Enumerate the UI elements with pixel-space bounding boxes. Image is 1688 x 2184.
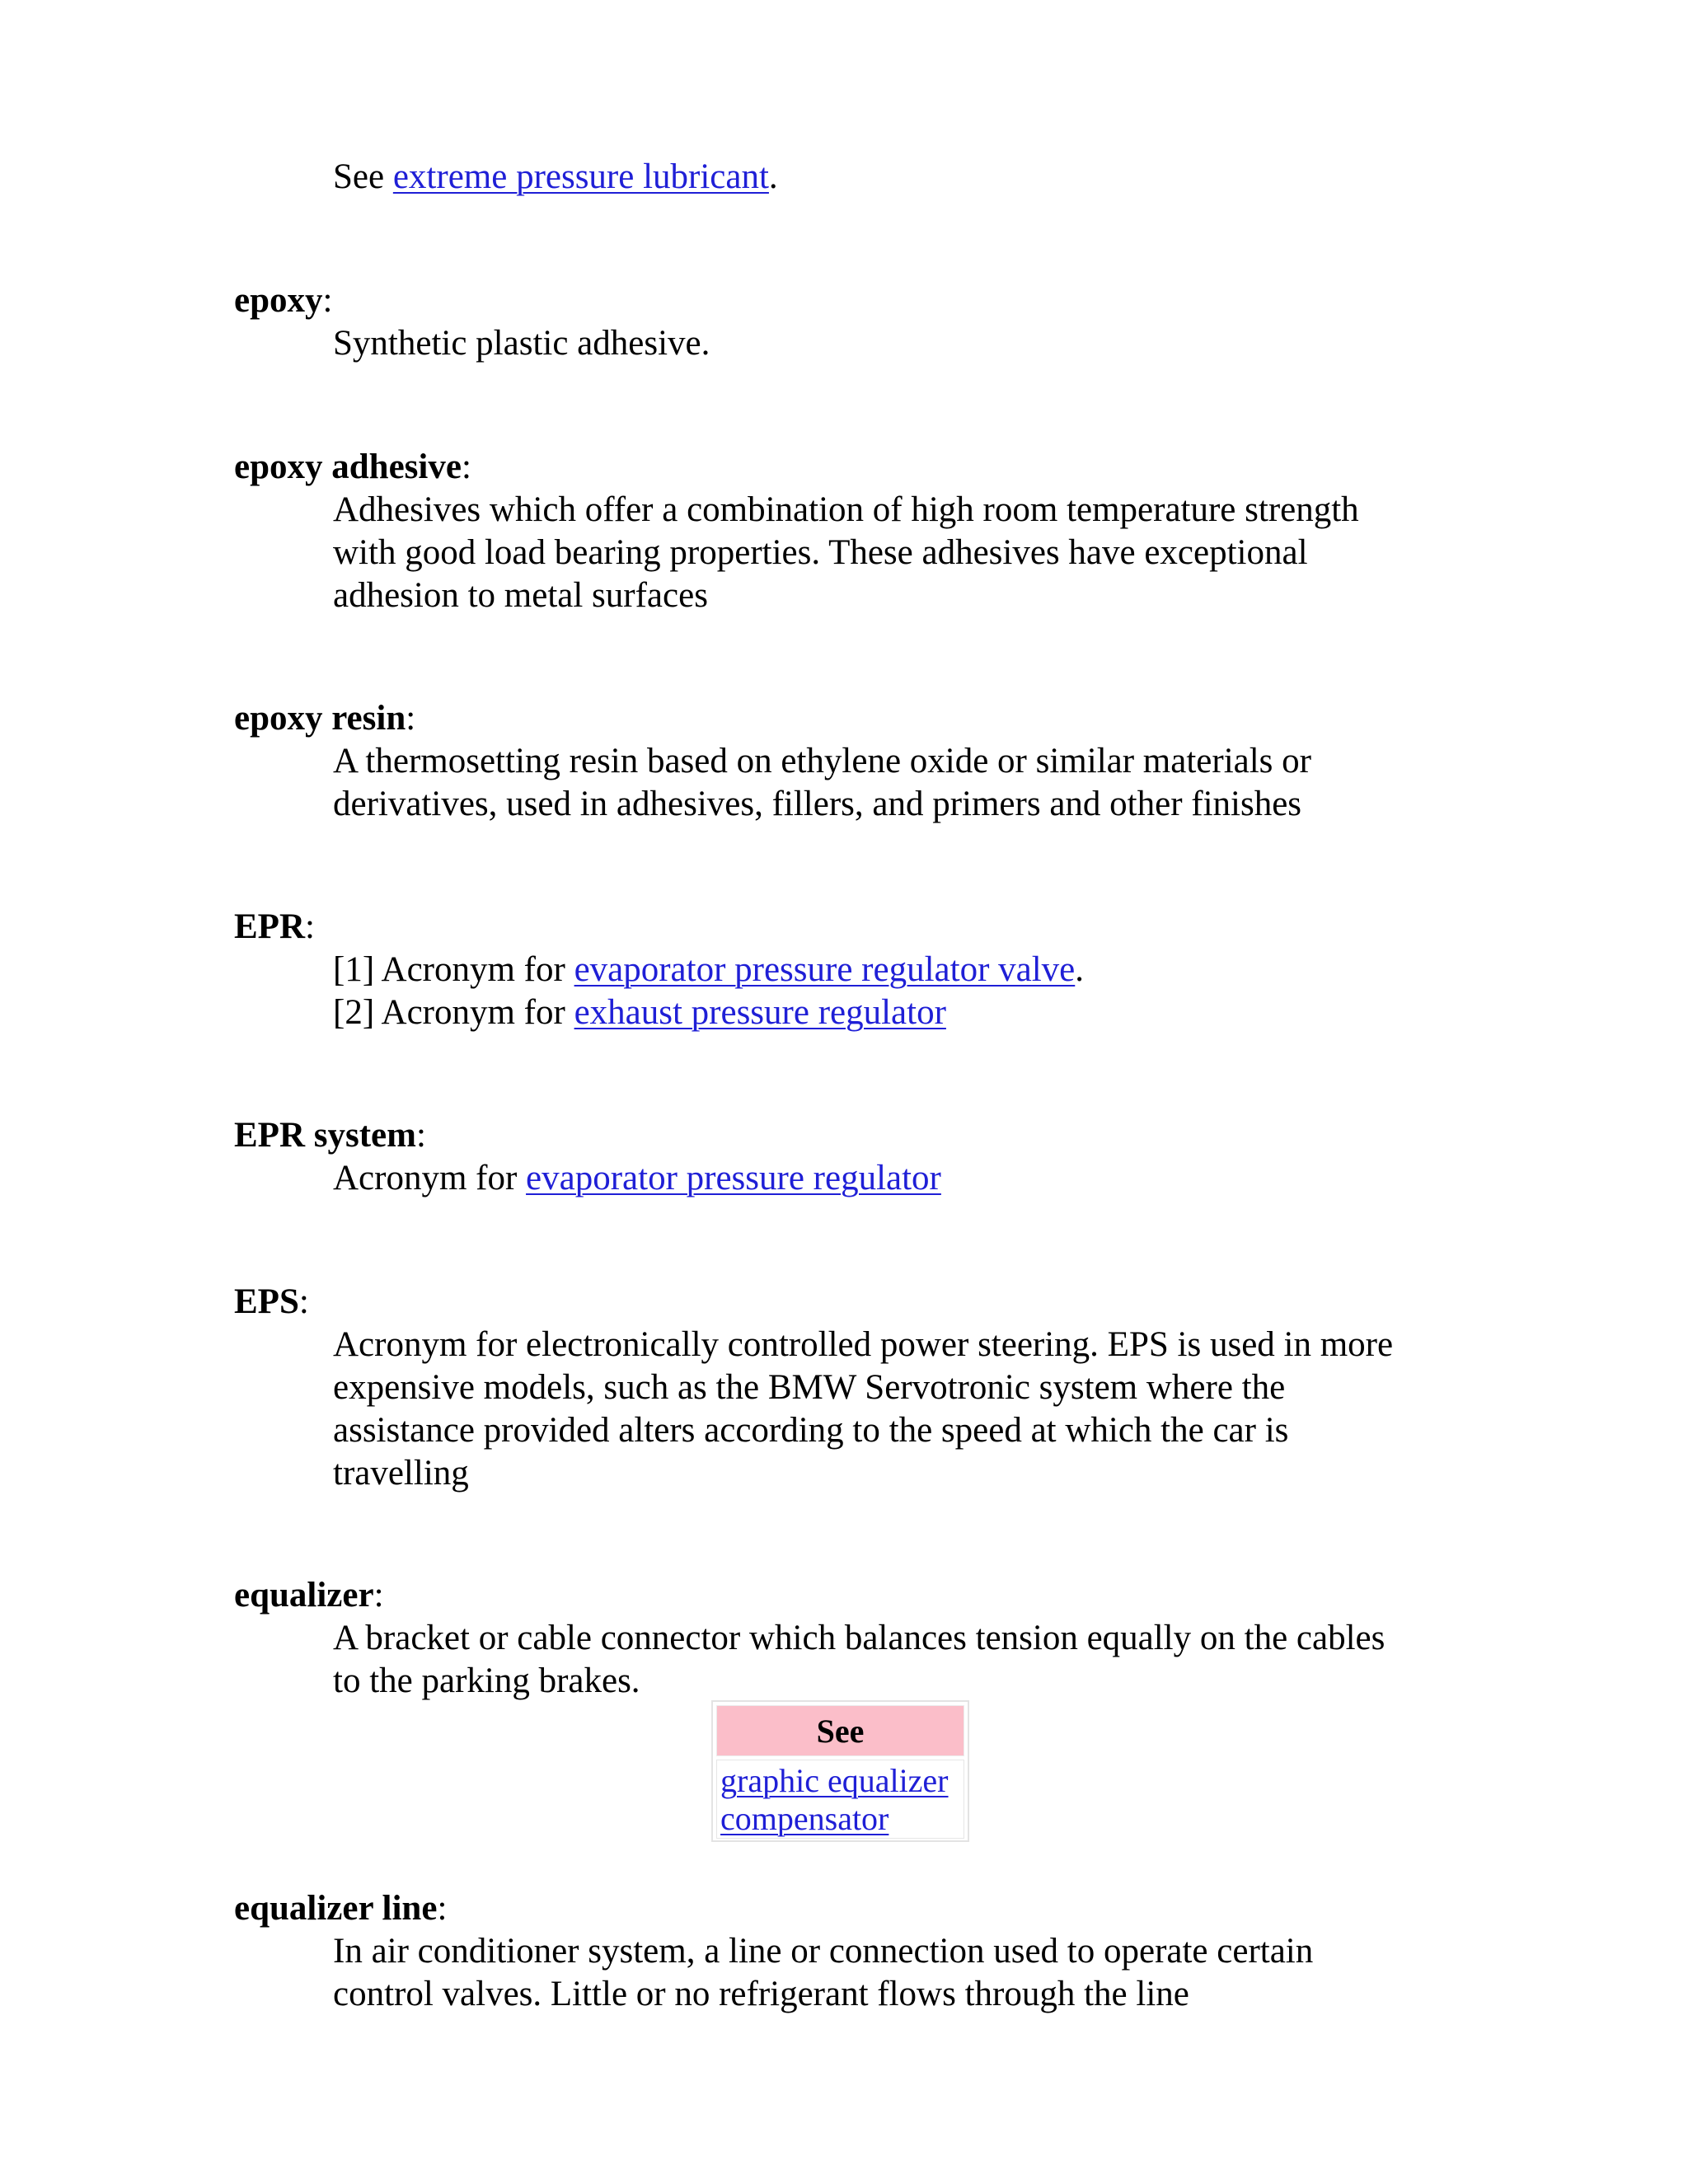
definition-text: Synthetic plastic adhesive. <box>333 324 710 363</box>
definition-line: travelling <box>333 1454 469 1493</box>
see-reference-ep-lubricant <box>333 156 1487 199</box>
term-colon: : <box>437 1889 448 1928</box>
term-label: EPS <box>234 1282 299 1321</box>
see-also-box <box>711 1700 969 1842</box>
item-prefix: [1] Acronym for <box>333 950 574 989</box>
definition-epoxy-adhesive <box>333 489 1487 617</box>
definition-line: expensive models, such as the BMW Servotronic system where the <box>333 1368 1286 1407</box>
term-label: equalizer line <box>234 1889 438 1928</box>
definition-epoxy <box>333 322 1487 365</box>
term-epoxy-resin <box>234 697 1553 740</box>
link-evaporator-pressure-regulator[interactable]: evaporator pressure regulator <box>526 1159 941 1197</box>
term-colon: : <box>406 699 416 738</box>
term-equalizer-line <box>234 1887 1553 1930</box>
see-also-header: See <box>716 1705 964 1756</box>
term-label: epoxy adhesive <box>234 448 462 486</box>
definition-epr <box>333 949 1487 1034</box>
definition-prefix: Acronym for <box>333 1159 527 1197</box>
definition-line: In air conditioner system, a line or connection used to operate certain <box>333 1932 1314 1971</box>
definition-item-1 <box>333 949 1487 991</box>
definition-line: to the parking brakes. <box>333 1661 640 1700</box>
definition-eps <box>333 1324 1487 1495</box>
term-epoxy <box>234 279 1553 322</box>
definition-line: with good load bearing properties. These adhesives have exceptional <box>333 533 1308 572</box>
term-label: equalizer <box>234 1576 374 1615</box>
definition-line: Acronym for electronically controlled power steering. EPS is used in more <box>333 1325 1394 1364</box>
term-epr-system <box>234 1114 1553 1157</box>
term-eps <box>234 1281 1553 1324</box>
term-colon: : <box>298 1282 309 1321</box>
definition-line: A thermosetting resin based on ethylene oxide or similar materials or <box>333 742 1311 780</box>
item-prefix: [2] Acronym for <box>333 993 574 1032</box>
definition-item-2 <box>333 991 1487 1034</box>
definition-line: adhesion to metal surfaces <box>333 576 708 615</box>
definition-epoxy-resin <box>333 740 1487 826</box>
link-extreme-pressure-lubricant[interactable]: extreme pressure lubricant <box>392 157 769 196</box>
term-label: epoxy <box>234 281 323 320</box>
link-evaporator-pressure-regulator-valve[interactable]: evaporator pressure regulator valve <box>574 950 1076 989</box>
term-colon: : <box>373 1576 384 1615</box>
definition-line: assistance provided alters according to the speed at which the car is <box>333 1411 1289 1450</box>
definition-line: Adhesives which offer a combination of high room temperature strength <box>333 490 1359 529</box>
term-label: EPR system <box>234 1116 416 1155</box>
definition-epr-system <box>333 1157 1487 1200</box>
see-prefix: See <box>333 157 393 196</box>
term-colon: : <box>461 448 471 486</box>
definition-equalizer-line <box>333 1930 1487 2016</box>
see-also-links <box>716 1760 964 1839</box>
term-epoxy-adhesive <box>234 446 1553 489</box>
definition-line: derivatives, used in adhesives, fillers, and primers and other finishes <box>333 785 1302 823</box>
link-graphic-equalizer[interactable]: graphic equalizer <box>720 1762 949 1799</box>
link-compensator[interactable]: compensator <box>720 1800 889 1837</box>
term-colon: : <box>415 1116 426 1155</box>
definition-line: control valves. Little or no refrigerant flows through the line <box>333 1975 1189 2013</box>
term-label: epoxy resin <box>234 699 406 738</box>
item-suffix: . <box>1075 950 1085 989</box>
definition-line: A bracket or cable connector which balances tension equally on the cables <box>333 1619 1386 1657</box>
see-suffix: . <box>768 157 778 196</box>
term-equalizer <box>234 1574 1553 1617</box>
term-epr <box>234 906 1553 949</box>
definition-equalizer <box>333 1617 1487 1703</box>
term-label: EPR <box>234 907 305 946</box>
link-exhaust-pressure-regulator[interactable]: exhaust pressure regulator <box>574 993 946 1032</box>
term-colon: : <box>305 907 315 946</box>
term-colon: : <box>322 281 333 320</box>
